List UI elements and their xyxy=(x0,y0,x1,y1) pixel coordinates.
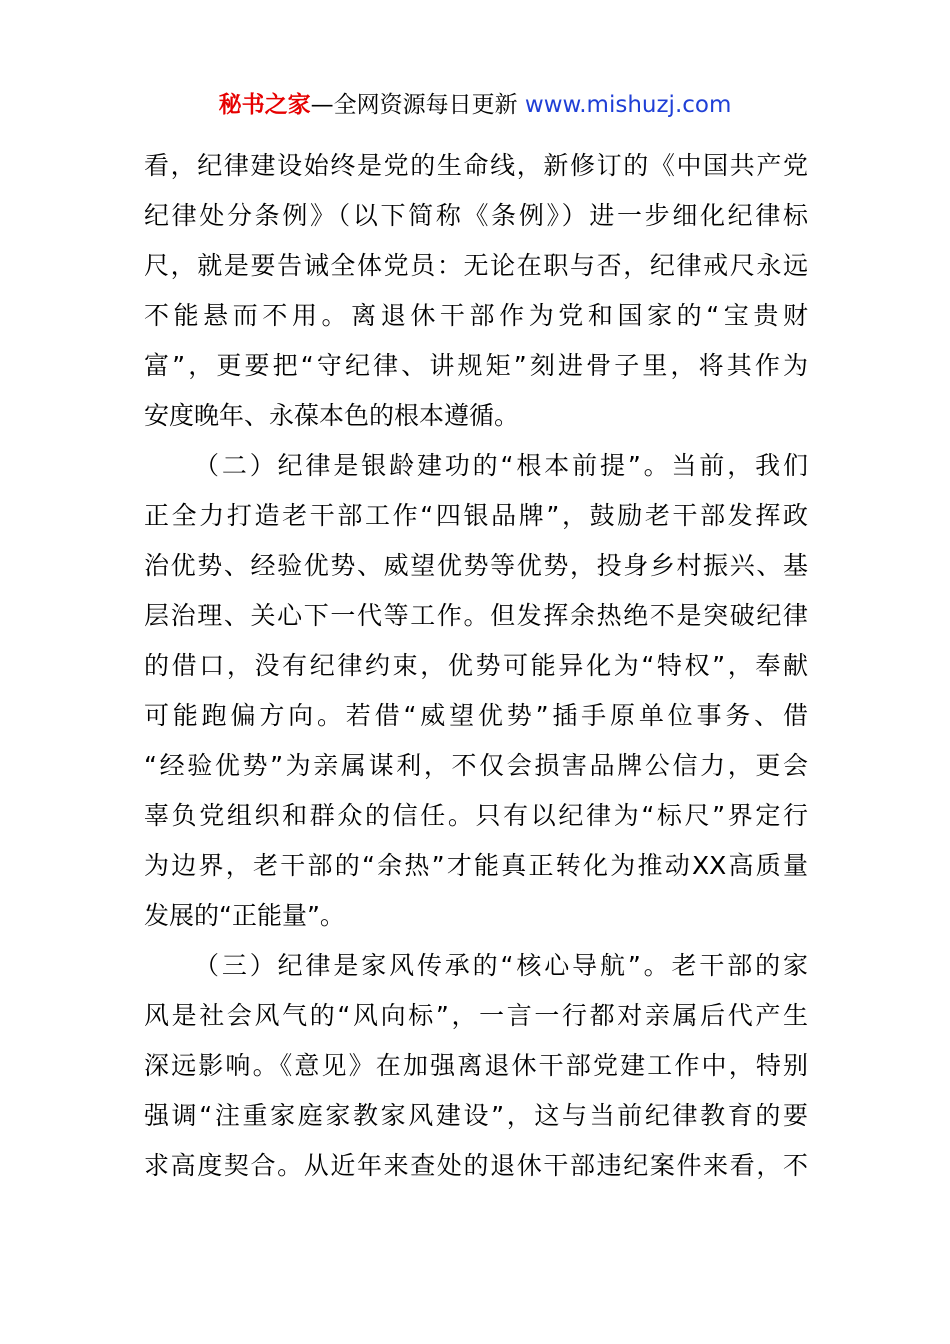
text-line: 辜负党组织和群众的信任。只有以纪律为“标尺”界定行 xyxy=(144,801,808,830)
text-line: 发展的“正能量”。 xyxy=(144,901,345,930)
paragraph-heading-2: （二）纪律是银龄建功的“根本前提”。当前，我们 xyxy=(194,451,808,480)
site-tagline: —全网资源每日更新 xyxy=(310,92,525,118)
text-line: 正全力打造老干部工作“四银品牌”，鼓励老干部发挥政 xyxy=(144,501,808,530)
text-line: 安度晚年、永葆本色的根本遵循。 xyxy=(144,401,520,430)
page-header xyxy=(0,88,950,122)
text-line: 看，纪律建设始终是党的生命线，新修订的《中国共产党 xyxy=(144,151,808,180)
paragraph-heading-3: （三）纪律是家风传承的“核心导航”。老干部的家 xyxy=(194,951,808,980)
text-line: 强调“注重家庭家教家风建设”，这与当前纪律教育的要 xyxy=(144,1101,808,1130)
site-brand: 秘书之家 xyxy=(218,92,311,118)
text-line: 的借口，没有纪律约束，优势可能异化为“特权”，奉献 xyxy=(144,651,808,680)
text-line: 可能跑偏方向。若借“威望优势”插手原单位事务、借 xyxy=(144,701,808,730)
site-url-link[interactable]: www.mishuzj.com xyxy=(524,92,732,118)
text-line: “经验优势”为亲属谋利，不仅会损害品牌公信力，更会 xyxy=(144,751,808,780)
document-body xyxy=(144,141,808,1191)
text-line: 治优势、经验优势、威望优势等优势，投身乡村振兴、基 xyxy=(144,551,808,580)
text-line: 尺，就是要告诫全体党员：无论在职与否，纪律戒尺永远 xyxy=(144,251,808,280)
text-line: 层治理、关心下一代等工作。但发挥余热绝不是突破纪律 xyxy=(144,601,808,630)
text-line: 求高度契合。从近年来查处的退休干部违纪案件来看，不 xyxy=(144,1151,808,1180)
text-line: 不能悬而不用。离退休干部作为党和国家的“宝贵财 xyxy=(144,301,808,330)
text-line: 富”，更要把“守纪律、讲规矩”刻进骨子里，将其作为 xyxy=(144,351,808,380)
text-line: 风是社会风气的“风向标”，一言一行都对亲属后代产生 xyxy=(144,1001,808,1030)
text-line: 为边界，老干部的“余热”才能真正转化为推动XX高质量 xyxy=(144,851,808,880)
text-line: 纪律处分条例》（以下简称《条例》）进一步细化纪律标 xyxy=(144,201,808,230)
text-line: 深远影响。《意见》在加强离退休干部党建工作中，特别 xyxy=(144,1051,808,1080)
